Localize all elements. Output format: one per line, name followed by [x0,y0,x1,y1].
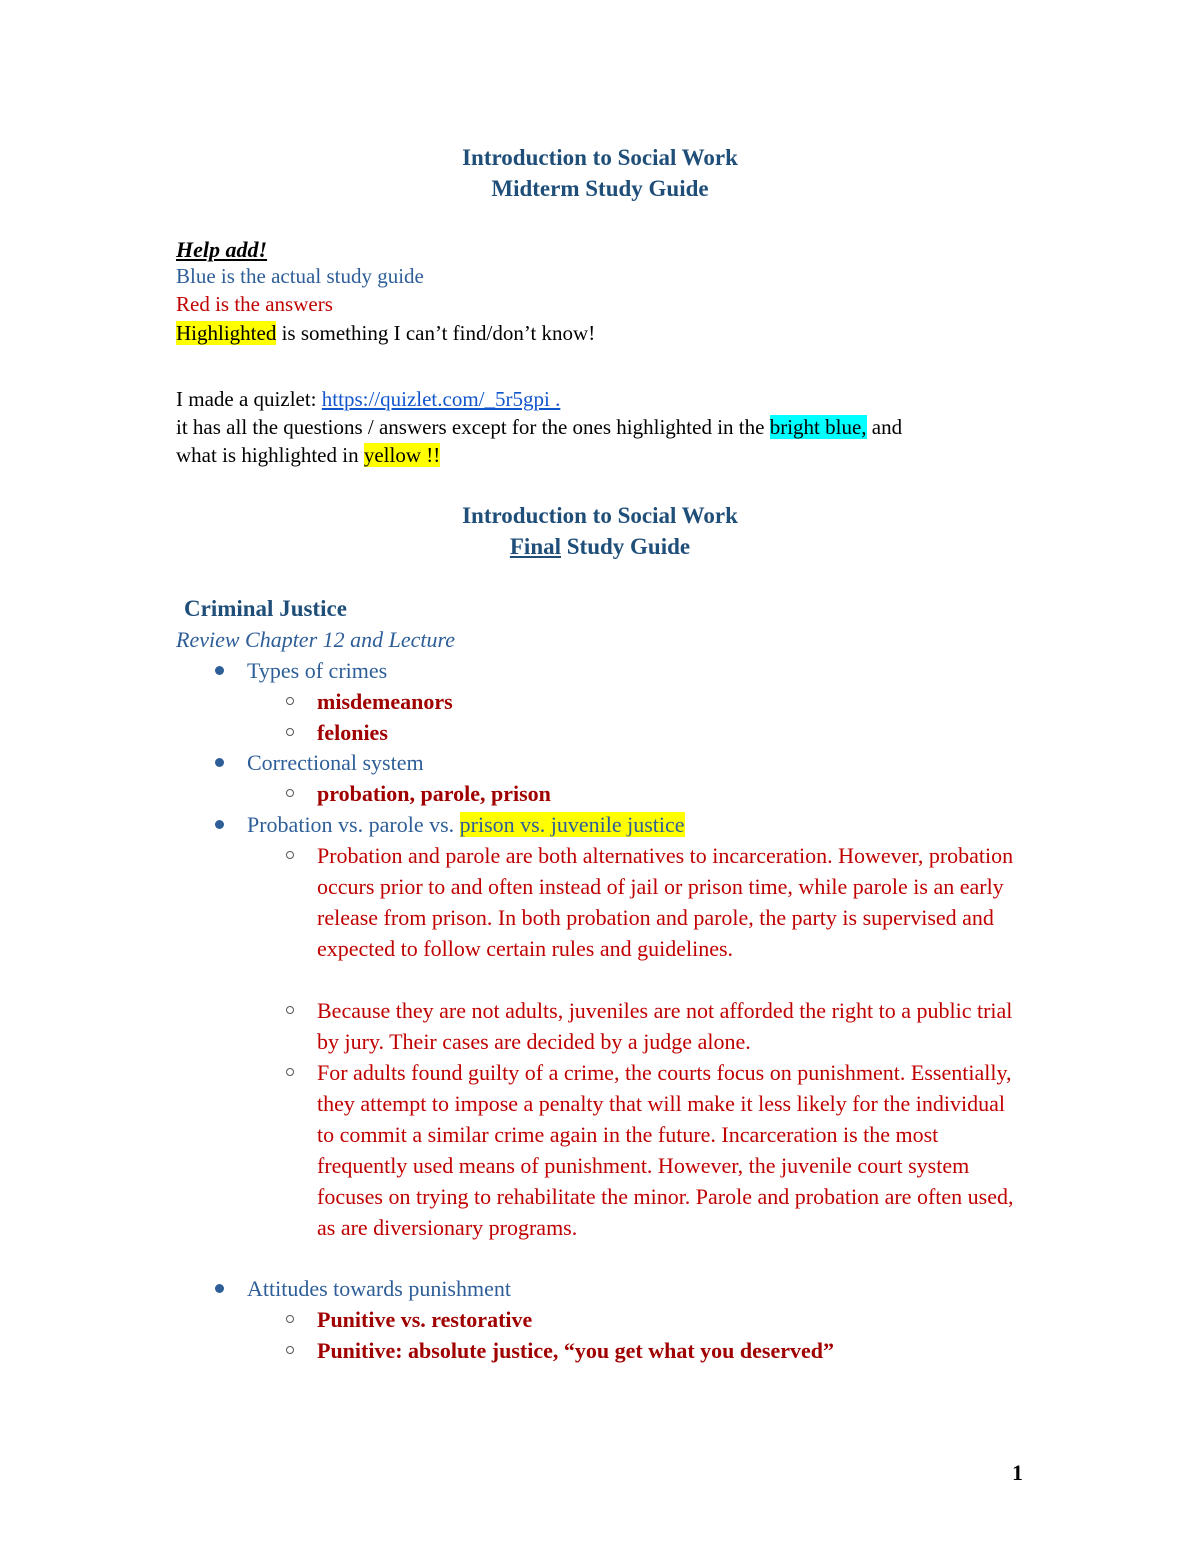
answer-juveniles: Because they are not adults, juveniles are not afforded the right to a public trial by jury. Their cases are decided by a judge alone. [317,998,1013,1054]
quizlet-link[interactable]: https://quizlet.com/_5r5gpi . [321,387,561,411]
highlight-legend-rest: is something I can’t find/don’t know! [276,321,596,345]
highlighted-word: Highlighted [176,321,277,345]
final-title-line2 [0,531,1200,562]
final-title-rest: Study Guide [561,534,691,559]
red-legend-note: Red is the answers [176,292,333,316]
help-add-label: Help add! [176,237,268,262]
item-attitudes-towards-punishment: Attitudes towards punishment [247,1276,511,1301]
quizlet-note-line3-start: what is highlighted in [176,443,364,467]
sub-item-misdemeanors: misdemeanors [317,689,453,714]
answer-probation-parole: Probation and parole are both alternatives to incarceration. However, probation occurs prior to and often instead of jail or prison time, while parole is an early release from prison. In both probation and parole, the party is supervised and expected to follow certain rules and guidelines. [317,843,1014,961]
midterm-title-line2: Midterm Study Guide [491,176,709,201]
circle-bullet-icon [286,697,294,705]
circle-bullet-icon [286,1315,294,1323]
blue-legend-note: Blue is the actual study guide [176,264,424,288]
page-number: 1 [1012,1460,1023,1485]
bullet-icon [215,758,224,767]
quizlet-prefix: I made a quizlet: [176,387,322,411]
quizlet-note-line2 [176,413,902,441]
circle-bullet-icon [286,1006,294,1014]
bright-blue-highlight: bright blue, [769,415,867,439]
item-probation-vs-parole [247,809,685,840]
bullet-icon [215,820,224,829]
quizlet-note-end: and [866,415,903,439]
bullet-icon [215,1284,224,1293]
quizlet-note-line3 [176,441,440,469]
yellow-highlight: yellow !! [363,443,441,467]
answer-punishment-focus: For adults found guilty of a crime, the courts focus on punishment. Essentially, they attempt to impose a penalty that will make it less likely for the individual to commit a similar crime again in the future. Incarceration is the most frequently used means of punishment. However, the juvenile court system focuses on trying to rehabilitate the minor. Parole and probation are often used, as are diversionary programs. [317,1060,1014,1240]
final-title-line1: Introduction to Social Work [462,503,738,528]
circle-bullet-icon [286,851,294,859]
quizlet-note-start: it has all the questions / answers except for the ones highlighted in the [176,415,770,439]
item-probation-highlight: prison vs. juvenile justice [459,812,685,837]
bullet-icon [215,666,224,675]
circle-bullet-icon [286,789,294,797]
highlight-legend-note [176,319,595,347]
midterm-title-line1: Introduction to Social Work [462,145,738,170]
section-subheading: Review Chapter 12 and Lecture [176,627,456,652]
sub-item-felonies: felonies [317,720,388,745]
circle-bullet-icon [286,728,294,736]
item-probation-start: Probation vs. parole vs. [247,812,460,837]
sub-item-punitive-definition: Punitive: absolute justice, “you get what you deserved” [317,1338,834,1363]
circle-bullet-icon [286,1068,294,1076]
item-types-of-crimes: Types of crimes [247,658,388,683]
final-word: Final [509,534,561,559]
sub-item-punitive-vs-restorative: Punitive vs. restorative [317,1307,533,1332]
item-correctional-system: Correctional system [247,750,424,775]
quizlet-line [176,385,560,413]
sub-item-probation-parole-prison: probation, parole, prison [317,781,551,806]
circle-bullet-icon [286,1346,294,1354]
section-heading: Criminal Justice [184,596,347,621]
